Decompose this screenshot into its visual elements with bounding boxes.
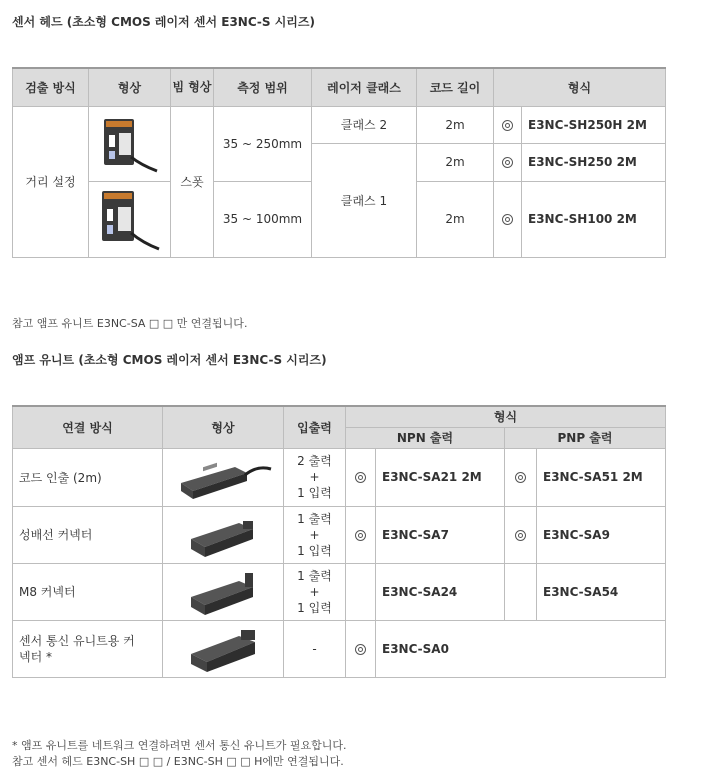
model-row-1: E3NC-SH250H 2M xyxy=(522,106,666,143)
recommended-symbol-icon xyxy=(515,530,526,541)
amp-unit-product-icon xyxy=(183,624,263,674)
cord-row-3: 2m xyxy=(417,181,494,257)
beam-value: 스폿 xyxy=(171,106,214,257)
recommended-symbol-icon xyxy=(515,472,526,483)
npn-row-4: E3NC-SA0 xyxy=(376,620,666,677)
amp-image-2 xyxy=(163,506,284,563)
npn-symbol-row-4 xyxy=(346,620,376,677)
symbol-row-3 xyxy=(494,181,522,257)
symbol-row-1 xyxy=(494,106,522,143)
npn-symbol-row-2 xyxy=(346,506,376,563)
header-amp-shape: 형상 xyxy=(163,406,284,448)
npn-symbol-row-1 xyxy=(346,448,376,506)
header-shape: 형상 xyxy=(89,68,171,106)
header-amp-model: 형식 xyxy=(346,406,666,427)
sensor-head-image-1 xyxy=(89,106,171,181)
amp-unit-product-icon xyxy=(183,567,263,617)
recommended-symbol-icon xyxy=(502,120,513,131)
laser-class-row-2: 클래스 1 xyxy=(312,143,417,257)
connection-row-1: 코드 인출 (2m) xyxy=(13,448,163,506)
io-row-2 xyxy=(284,506,346,563)
amp-image-4 xyxy=(163,620,284,677)
pnp-symbol-row-3 xyxy=(505,563,537,620)
recommended-symbol-icon xyxy=(502,214,513,225)
pnp-row-3: E3NC-SA54 xyxy=(537,563,666,620)
cord-row-2: 2m xyxy=(417,143,494,181)
pnp-row-2: E3NC-SA9 xyxy=(537,506,666,563)
sensor-head-product-icon xyxy=(101,113,159,175)
model-row-3: E3NC-SH100 2M xyxy=(522,181,666,257)
method-value: 거리 설정 xyxy=(13,106,89,257)
symbol-row-2 xyxy=(494,143,522,181)
amp-unit-note: 참고 센서 헤드 E3NC-SH □ □ / E3NC-SH □ □ H에만 연결됩니다. xyxy=(12,755,344,768)
connection-row-2: 성배선 커넥터 xyxy=(13,506,163,563)
range-row-3: 35 ~ 100mm xyxy=(214,181,312,257)
io-line: 1 출력 xyxy=(297,511,332,526)
io-line: 1 입력 xyxy=(297,543,332,558)
npn-row-3: E3NC-SA24 xyxy=(376,563,505,620)
range-row-1: 35 ~ 250mm xyxy=(214,106,312,181)
io-row-1 xyxy=(284,448,346,506)
recommended-symbol-icon xyxy=(355,472,366,483)
header-pnp: PNP 출력 xyxy=(505,427,666,448)
recommended-symbol-icon xyxy=(355,644,366,655)
sensor-head-note: 참고 앰프 유니트 E3NC-SA □ □ 만 연결됩니다. xyxy=(12,317,248,330)
npn-row-1: E3NC-SA21 2M xyxy=(376,448,505,506)
header-range: 측정 범위 xyxy=(214,68,312,106)
npn-row-2: E3NC-SA7 xyxy=(376,506,505,563)
connection-row-4 xyxy=(13,620,163,677)
recommended-symbol-icon xyxy=(502,157,513,168)
io-row-3 xyxy=(284,563,346,620)
npn-symbol-row-3 xyxy=(346,563,376,620)
header-io: 입출력 xyxy=(284,406,346,448)
header-beam: 빔 형상 xyxy=(171,68,214,106)
sensor-head-product-icon xyxy=(99,185,161,253)
io-line: + xyxy=(309,584,320,599)
amp-unit-footnote: * 앰프 유니트를 네트워크 연결하려면 센서 통신 유니트가 필요합니다. xyxy=(12,739,347,752)
header-method: 검출 방식 xyxy=(13,68,89,106)
io-row-4: - xyxy=(284,620,346,677)
sensor-head-table xyxy=(12,67,666,258)
model-row-2: E3NC-SH250 2M xyxy=(522,143,666,181)
recommended-symbol-icon xyxy=(355,530,366,541)
header-laser-class: 레이저 클래스 xyxy=(312,68,417,106)
pnp-symbol-row-1 xyxy=(505,448,537,506)
io-line: 2 출력 xyxy=(297,454,332,468)
amp-image-3 xyxy=(163,563,284,620)
header-model: 형식 xyxy=(494,68,666,106)
amp-unit-product-icon xyxy=(173,453,273,501)
io-line: 1 입력 xyxy=(297,600,332,615)
sensor-head-image-2 xyxy=(89,181,171,257)
laser-class-row-1: 클래스 2 xyxy=(312,106,417,143)
amp-unit-table xyxy=(12,405,666,678)
io-line: 1 출력 xyxy=(297,568,332,583)
connection-row-3: M8 커넥터 xyxy=(13,563,163,620)
connection-label: 센서 통신 유니트용 커넥터 * xyxy=(19,633,135,664)
io-line: 1 입력 xyxy=(297,486,332,500)
cord-row-1: 2m xyxy=(417,106,494,143)
amp-unit-product-icon xyxy=(183,511,263,559)
io-line: + xyxy=(309,470,320,484)
sensor-head-heading: 센서 헤드 (초소형 CMOS 레이저 센서 E3NC-S 시리즈) xyxy=(12,15,315,29)
amp-image-1 xyxy=(163,448,284,506)
pnp-symbol-row-2 xyxy=(505,506,537,563)
pnp-row-1: E3NC-SA51 2M xyxy=(537,448,666,506)
header-cord: 코드 길이 xyxy=(417,68,494,106)
io-line: + xyxy=(309,527,320,542)
amp-unit-heading: 앰프 유니트 (초소형 CMOS 레이저 센서 E3NC-S 시리즈) xyxy=(12,353,327,367)
header-npn: NPN 출력 xyxy=(346,427,505,448)
header-connection: 연결 방식 xyxy=(13,406,163,448)
